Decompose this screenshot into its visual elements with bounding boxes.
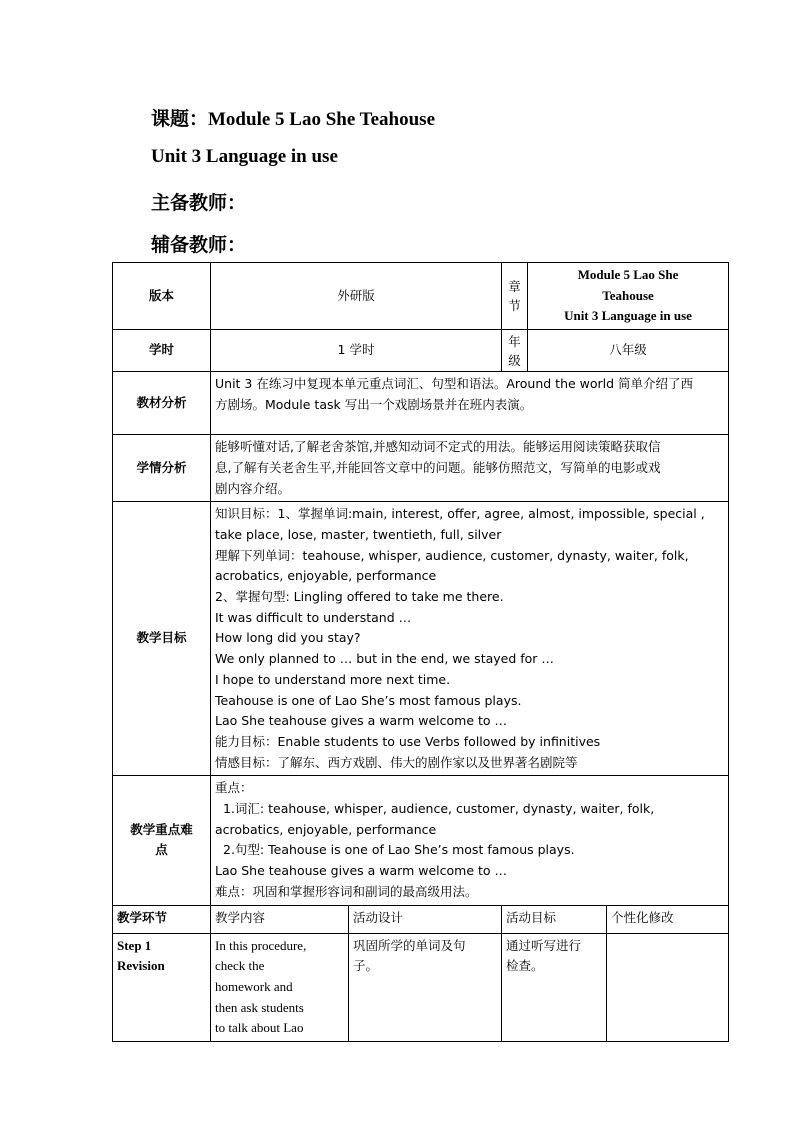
step-1-label: Step 1 Revision [113, 933, 211, 1042]
chapter-value: Module 5 Lao She Teahouse Unit 3 Language in use [528, 263, 729, 330]
main-teacher-label: 主备教师： [151, 193, 247, 214]
key-points-label: 教学重点难 点 [113, 776, 211, 905]
step-1-goal: 通过听写进行 检查。 [502, 933, 607, 1042]
header-teaching-step: 教学环节 [113, 905, 211, 933]
unit-title: Unit 3 Language in use [151, 146, 338, 167]
step-1-personal [607, 933, 729, 1042]
row-edition [113, 263, 729, 330]
edition-label: 版本 [113, 263, 211, 330]
row-step-1 [113, 933, 729, 1042]
row-key-points [113, 776, 729, 905]
grade-label: 年 级 [502, 330, 528, 372]
edition-value: 外研版 [211, 263, 502, 330]
row-teaching-objectives [113, 502, 729, 776]
teaching-objectives-content: 知识目标：1、掌握单词:main, interest, offer, agree, almost, impossible, special , take place, lose, master, twentieth, full, silver 理解下列单词：teahouse, whisper, audience, customer, dynasty, waiter, folk, acrobatics, enjoyable, performance 2、掌握句型: Lingling offered to take me there. It was difficult to understand … How long did you stay? We only planned to … but in the end, we stayed for … I hope to understand more next time. Teahouse is one of Lao She’s most famous plays. Lao She teahouse gives a warm welcome to … 能力目标：Enable students to use Verbs followed by infinitives 情感目标：了解东、西方戏剧、伟大的剧作家以及世界著名剧院等 [211, 502, 729, 776]
teaching-objectives-label: 教学目标 [113, 502, 211, 776]
lesson-plan-table [112, 262, 729, 1042]
hours-label: 学时 [113, 330, 211, 372]
row-textbook-analysis [113, 372, 729, 435]
assistant-teacher-label: 辅备教师： [151, 235, 247, 256]
textbook-analysis-content: Unit 3 在练习中复现本单元重点词汇、句型和语法。Around the world 简单介绍了西 方剧场。Module task 写出一个戏剧场景并在班内表演。 [211, 372, 729, 435]
header-activity-design: 活动设计 [349, 905, 502, 933]
grade-value: 八年级 [528, 330, 729, 372]
key-points-content: 重点： 1.词汇: teahouse, whisper, audience, customer, dynasty, waiter, folk, acrobatics, enjoyable, performance 2.句型: Teahouse is one of Lao She’s most famous plays. Lao She teahouse gives a warm welcome to … 难点：巩固和掌握形容词和副词的最高级用法。 [211, 776, 729, 905]
row-section-headers [113, 905, 729, 933]
header-teaching-content: 教学内容 [211, 905, 349, 933]
chapter-label: 章 节 [502, 263, 528, 330]
student-analysis-label: 学情分析 [113, 435, 211, 502]
step-1-activity: 巩固所学的单词及句 子。 [349, 933, 502, 1042]
hours-value: 1 学时 [211, 330, 502, 372]
header-activity-goal: 活动目标 [502, 905, 607, 933]
lesson-title: 课题：Module 5 Lao She Teahouse [151, 109, 435, 130]
step-1-content: In this procedure, check the homework and then ask students to talk about Lao [211, 933, 349, 1042]
row-hours [113, 330, 729, 372]
textbook-analysis-label: 教材分析 [113, 372, 211, 435]
row-student-analysis [113, 435, 729, 502]
header-personal-revision: 个性化修改 [607, 905, 729, 933]
student-analysis-content: 能够听懂对话,了解老舍茶馆,并感知动词不定式的用法。能够运用阅读策略获取信 息,了解有关老舍生平,并能回答文章中的问题。能够仿照范文，写简单的电影或戏 剧内容介绍。 [211, 435, 729, 502]
